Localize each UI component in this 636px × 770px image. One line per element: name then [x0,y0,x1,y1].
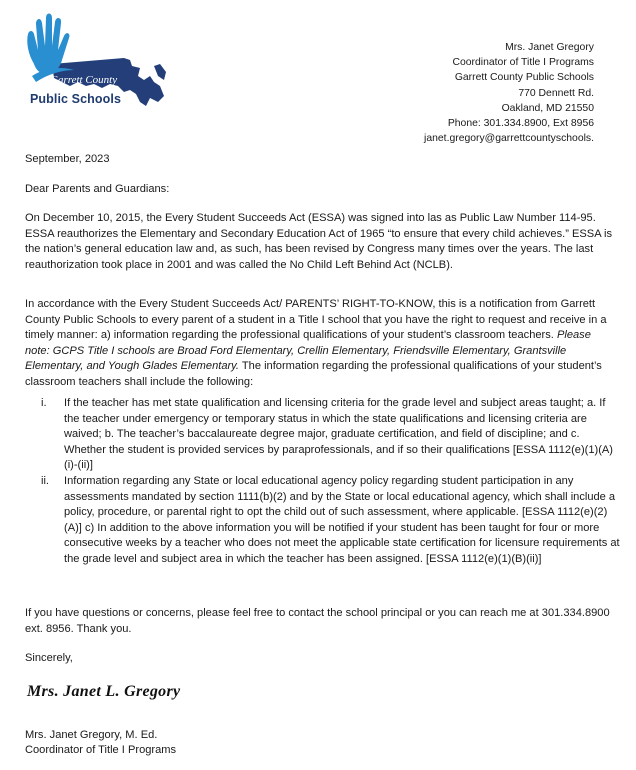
closing-paragraph: If you have questions or concerns, please feel free to contact the school principal or you can reach me at 301.334.8900 ext. 8956. Thank you. [25,607,610,635]
handwritten-signature: Mrs. Janet L. Gregory [27,683,181,700]
list-item-number: ii. [41,474,50,487]
contact-block [424,40,594,146]
qualifications-list [25,396,620,568]
paragraph-right-to-know-text: In accordance with the Every Student Succeeds Act/ PARENTS’ RIGHT-TO-KNOW, this is a notification from Garrett County Public Schools to every parent of a student in a Title I school that you have the right to request and receive in a timely manner: a) information regarding the professional qualifications of your student’s classroom teachers. [25,298,607,342]
logo-county-text: Garrett County [50,74,118,86]
title-i-schools-note: Please note: GCPS Title I schools are Broad Ford Elementary, Crellin Elementary, Friendsville Elementary, Grantsville Elementary, and Yough Glades Elementary. [25,329,591,373]
contact-title: Coordinator of Title I Programs [452,57,594,69]
list-item-text: Information regarding any State or local educational agency policy regarding student participation in any assessments mandated by section 1111(b)(2) and by the State or local educational agency, which shall include a policy, procedure, or parental right to opt the child out of such assessment, where applicable. [ESSA 1112(e)(2)(A)] c) In addition to the above information you will be notified if your student has been taught for four or more consecutive weeks by a teacher who does not meet the applicable state certification for licensure requirements at the grade level and subject area in which the teacher has been assigned. [ESSA 1112(e)(1)(B)(ii)] [64,474,620,565]
contact-name: Mrs. Janet Gregory [505,42,594,53]
letter-date: September, 2023 [25,153,110,165]
contact-org: Garrett County Public Schools [454,72,594,84]
signer-name: Mrs. Janet Gregory, M. Ed. [25,729,158,741]
paragraph-right-to-know-continued: The information regarding the professional qualifications of your student’s classroom teachers shall include the following: [25,360,602,388]
signer-title: Coordinator of Title I Programs [25,744,177,756]
contact-email[interactable]: janet.gregory@garrettcountyschools. [424,133,594,145]
paragraph-right-to-know [25,297,615,391]
salutation: Dear Parents and Guardians: [25,183,170,195]
contact-phone: Phone: 301.334.8900, Ext 8956 [447,118,594,130]
contact-city: Oakland, MD 21550 [501,102,594,114]
list-item [25,396,620,474]
contact-street: 770 Dennett Rd. [518,87,594,99]
list-item-number: i. [41,397,47,409]
list-item-text: If the teacher has met state qualification and licensing criteria for the grade level and subject areas taught; a. If the teacher under emergency or temporary status in which the state qualifications and licensing criteria are waived; b. The teacher’s baccalaureate degree major, graduate certification, and field of discipline; and c. Whether the student is provided services by paraprofessionals, and if so their qualifications [ESSA 1112(e)(1)(A)(i)-(ii)] [64,397,614,472]
sincerely: Sincerely, [25,652,73,664]
district-logo [14,6,214,116]
logo-org-name: Public Schools [30,92,121,106]
paragraph-essa-intro: On December 10, 2015, the Every Student Succeeds Act (ESSA) was signed into las as Public Law Number 114-95. ESSA reauthorizes the Elementary and Secondary Education Act of 1965 “to ensure that every child achieves.” ESSA is the nation’s general education law and, as such, has been revised by Congress many times over the years. The last reauthorization took place in 2001 and was called the No Child Left Behind Act (NCLB). [25,212,613,271]
list-item [25,474,620,568]
